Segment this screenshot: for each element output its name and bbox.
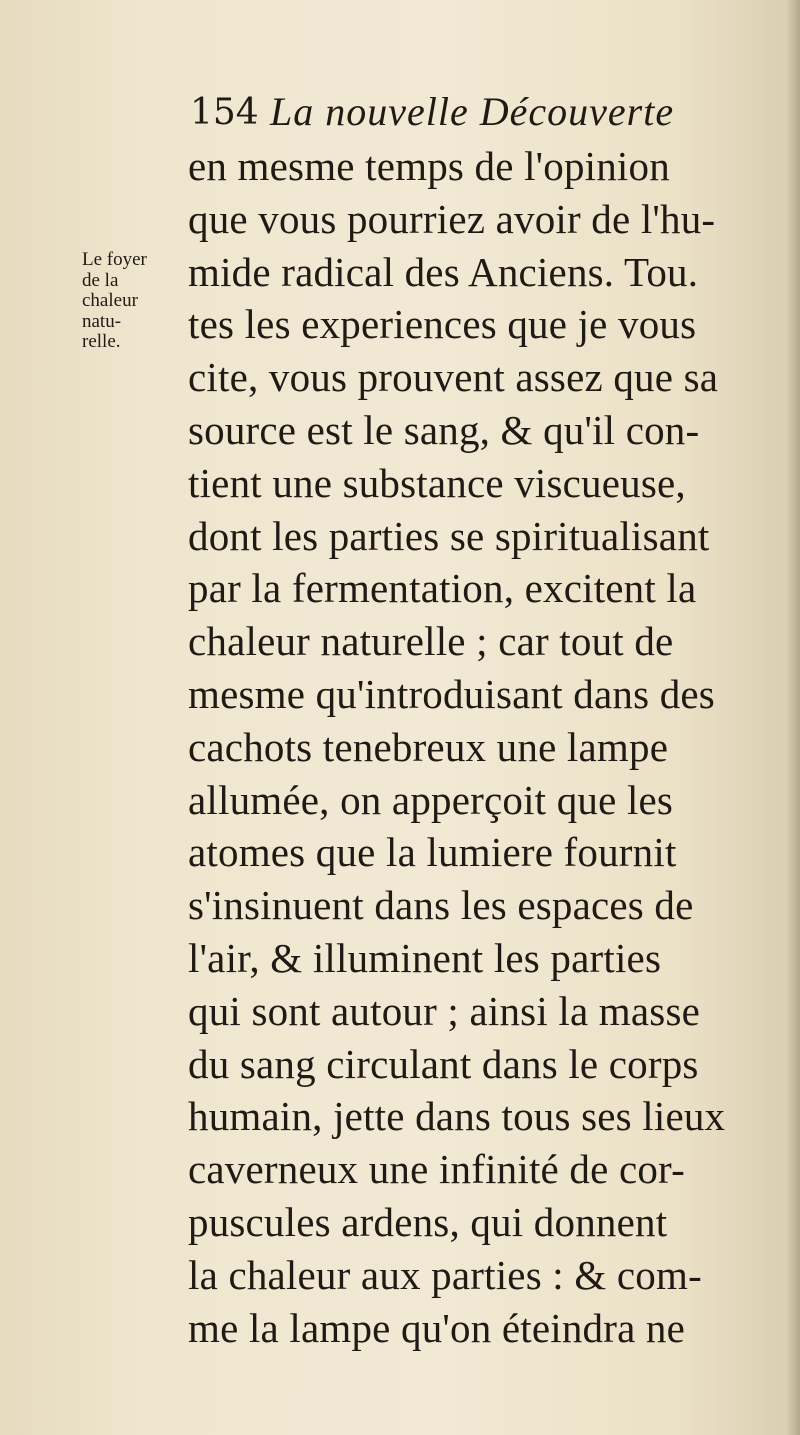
margin-note-line: Le foyer [82, 249, 147, 270]
running-title: La nouvelle Découverte [270, 89, 675, 134]
text-line: puscules ardens, qui donnent [188, 1198, 668, 1245]
text-line: l'air, & illuminent les parties [188, 934, 662, 981]
text-line: par la fermentation, excitent la [188, 565, 697, 612]
text-line: me la lampe qu'on éteindra ne [188, 1304, 686, 1351]
text-line: la chaleur aux parties : & com- [188, 1251, 702, 1298]
text-line: allumée, on apperçoit que les [188, 776, 674, 823]
page-edge-shadow [786, 0, 800, 1435]
margin-note-line: relle. [82, 331, 121, 352]
text-line: humain, jette dans tous ses lieux [188, 1093, 726, 1140]
text-line: dont les parties se spiritualisant [188, 512, 710, 559]
text-line: que vous pourriez avoir de l'hu- [188, 195, 716, 242]
margin-note [82, 250, 182, 353]
text-line: caverneux une infinité de cor- [188, 1146, 685, 1193]
body-text [188, 140, 788, 1354]
text-line: cachots tenebreux une lampe [188, 723, 669, 770]
text-line: en mesme temps de l'opinion [188, 143, 670, 189]
text-line: tient une substance viscueuse, [188, 459, 686, 506]
text-line: mide radical des Anciens. Tou. [188, 248, 699, 295]
margin-note-line: de la [82, 269, 119, 291]
margin-note-line: chaleur [82, 290, 138, 311]
text-line: source est le sang, & qu'il con- [188, 406, 700, 453]
page-number: 154 [190, 92, 259, 133]
text-line: atomes que la lumiere fournit [188, 829, 677, 876]
text-line: du sang circulant dans le corps [188, 1040, 699, 1087]
text-line: s'insinuent dans les espaces de [188, 882, 694, 929]
page-header [190, 88, 750, 136]
text-line: qui sont autour ; ainsi la masse [188, 987, 700, 1034]
margin-note-line: natu- [82, 310, 122, 332]
text-line: mesme qu'introduisant dans des [188, 670, 715, 717]
text-line: chaleur naturelle ; car tout de [188, 618, 674, 665]
text-line: cite, vous prouvent assez que sa [188, 354, 719, 401]
text-line: tes les experiences que je vous [188, 301, 697, 348]
